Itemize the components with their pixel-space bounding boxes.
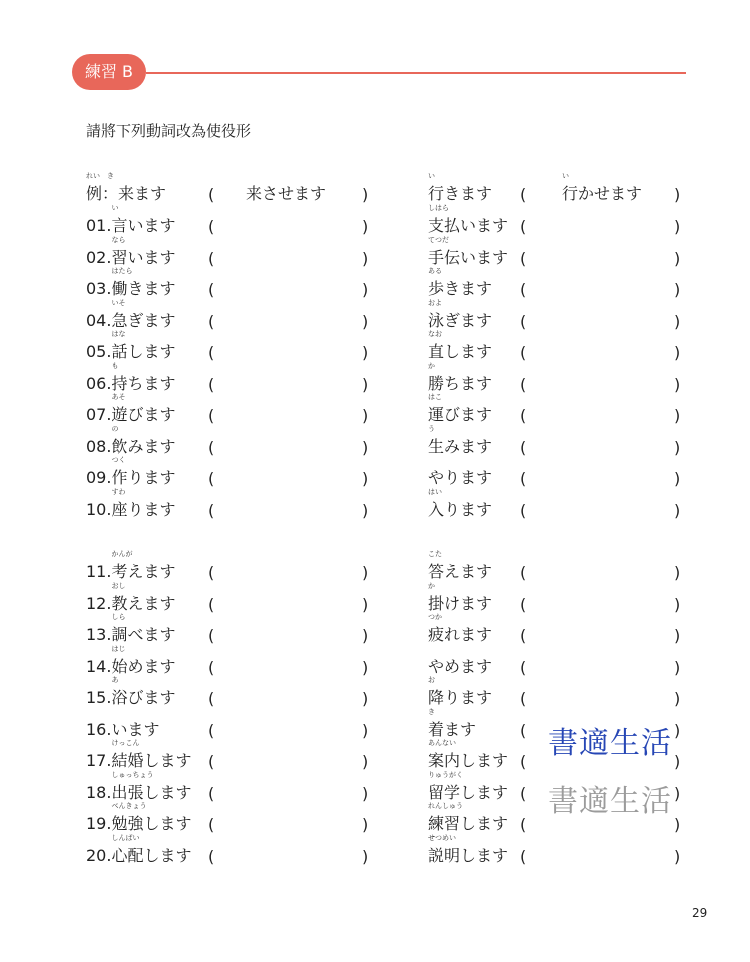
example-right-word: 行きます bbox=[428, 184, 493, 203]
verb-word bbox=[111, 267, 176, 299]
left-open-paren: ( bbox=[208, 752, 215, 771]
right-open-paren: ( bbox=[520, 217, 527, 236]
right-verb bbox=[428, 465, 492, 488]
verb-text: 教えます bbox=[111, 593, 176, 613]
item-number: 15. bbox=[86, 688, 112, 707]
right-close-paren: ) bbox=[674, 311, 681, 331]
left-verb bbox=[86, 393, 176, 425]
right-verb bbox=[428, 204, 509, 236]
left-close-paren: ) bbox=[362, 594, 369, 614]
right-close-paren: ) bbox=[674, 500, 681, 520]
left-open-paren: ( bbox=[208, 594, 215, 614]
verb-word bbox=[111, 330, 176, 362]
right-verb bbox=[428, 487, 493, 520]
furigana: れんしゅう bbox=[428, 802, 463, 810]
verb-word bbox=[428, 487, 493, 520]
verb-word bbox=[428, 550, 493, 582]
left-verb bbox=[86, 487, 176, 520]
verb-word bbox=[111, 487, 176, 520]
right-close-paren: ) bbox=[674, 783, 681, 803]
left-open-paren: ( bbox=[208, 374, 215, 394]
verb-word bbox=[428, 298, 493, 331]
watermark-blue: 書適生活 bbox=[548, 726, 672, 761]
furigana: すわ bbox=[111, 487, 126, 496]
right-close-paren: ) bbox=[674, 437, 681, 457]
right-verb bbox=[428, 654, 492, 677]
item-number: 20. bbox=[86, 845, 112, 865]
furigana: つか bbox=[428, 613, 442, 621]
verb-text: 遊びます bbox=[111, 405, 176, 424]
item-number: 14. bbox=[86, 656, 112, 676]
furigana: も bbox=[111, 361, 119, 370]
verb-text: 働きます bbox=[111, 279, 176, 298]
verb-text: 泳ぎます bbox=[428, 310, 493, 330]
furigana: はな bbox=[111, 330, 126, 338]
right-open-paren: ( bbox=[520, 594, 527, 614]
verb-text: 降ります bbox=[428, 688, 493, 707]
verb-word bbox=[111, 644, 176, 677]
right-open-paren: ( bbox=[520, 280, 527, 299]
verb-word bbox=[111, 581, 176, 614]
verb-text: 練習します bbox=[428, 814, 509, 833]
right-open-paren: ( bbox=[520, 437, 527, 457]
furigana: か bbox=[428, 361, 435, 370]
furigana: ある bbox=[428, 267, 442, 275]
example-close-paren: ) bbox=[362, 185, 369, 204]
verb-word bbox=[111, 550, 176, 582]
left-close-paren: ) bbox=[362, 248, 369, 268]
left-verb bbox=[86, 424, 176, 457]
exercise-row bbox=[86, 393, 686, 425]
left-open-paren: ( bbox=[208, 815, 215, 834]
example-left-verb bbox=[86, 172, 167, 204]
verb-text: やめます bbox=[428, 656, 493, 676]
left-open-paren: ( bbox=[208, 846, 215, 866]
verb-text: 支払います bbox=[428, 216, 509, 235]
exercise-row bbox=[86, 267, 686, 299]
exercise-row bbox=[86, 676, 686, 708]
verb-text: 持ちます bbox=[111, 373, 176, 393]
right-open-paren: ( bbox=[520, 720, 527, 740]
item-number: 18. bbox=[86, 782, 112, 802]
verb-text: 座ります bbox=[111, 499, 176, 519]
item-number: 16. bbox=[86, 719, 112, 739]
example-prefix: 例： bbox=[86, 184, 119, 203]
furigana: こた bbox=[428, 550, 442, 558]
item-number: 11. bbox=[86, 562, 112, 581]
instruction-text: 請將下列動詞改為使役形 bbox=[86, 122, 252, 140]
verb-text: 考えます bbox=[111, 562, 176, 581]
furigana: あんない bbox=[428, 739, 456, 747]
item-number: 09. bbox=[86, 468, 112, 487]
verb-word bbox=[428, 707, 477, 740]
right-close-paren: ) bbox=[674, 374, 681, 394]
verb-text: 説明します bbox=[428, 845, 509, 865]
right-open-paren: ( bbox=[520, 846, 527, 866]
furigana: つく bbox=[111, 456, 126, 464]
verb-word bbox=[428, 833, 509, 866]
right-verb bbox=[428, 298, 493, 331]
verb-word bbox=[111, 802, 192, 834]
example-right-close-paren: ) bbox=[674, 185, 681, 204]
verb-text: 勝ちます bbox=[428, 373, 493, 393]
verb-text: います bbox=[111, 719, 160, 739]
verb-word bbox=[111, 739, 192, 771]
exercise-row bbox=[86, 204, 686, 236]
furigana: しんぱい bbox=[111, 833, 140, 842]
verb-text: 着ます bbox=[428, 719, 477, 739]
verb-text: 出張します bbox=[111, 782, 192, 802]
verb-text: 浴びます bbox=[111, 688, 176, 707]
left-close-paren: ) bbox=[362, 846, 369, 866]
right-verb bbox=[428, 676, 493, 708]
left-close-paren: ) bbox=[362, 374, 369, 394]
right-verb bbox=[428, 361, 493, 394]
furigana: いそ bbox=[111, 298, 126, 307]
verb-text: 言います bbox=[111, 216, 176, 235]
left-verb bbox=[86, 739, 192, 771]
verb-word bbox=[428, 235, 509, 268]
furigana: かんが bbox=[111, 550, 133, 558]
furigana: あそ bbox=[111, 393, 126, 401]
example-row bbox=[86, 172, 686, 204]
left-open-paren: ( bbox=[208, 689, 215, 708]
example-right-furigana: い bbox=[428, 172, 435, 180]
verb-text: 歩きます bbox=[428, 279, 493, 298]
item-number: 07. bbox=[86, 405, 112, 424]
left-open-paren: ( bbox=[208, 783, 215, 803]
right-verb bbox=[428, 613, 493, 645]
right-close-paren: ) bbox=[674, 217, 681, 236]
verb-word bbox=[111, 424, 176, 457]
verb-text: 留学します bbox=[428, 782, 509, 802]
verb-text: 調べます bbox=[111, 625, 176, 644]
verb-text: 疲れます bbox=[428, 625, 493, 644]
furigana: しら bbox=[111, 613, 126, 621]
verb-text: やります bbox=[428, 468, 493, 487]
verb-word bbox=[111, 770, 192, 803]
right-open-paren: ( bbox=[520, 311, 527, 331]
left-close-paren: ) bbox=[362, 815, 369, 834]
verb-word bbox=[428, 465, 492, 488]
right-verb bbox=[428, 267, 493, 299]
verb-word bbox=[428, 204, 509, 236]
right-open-paren: ( bbox=[520, 248, 527, 268]
right-verb bbox=[428, 833, 509, 866]
exercise-row bbox=[86, 487, 686, 520]
item-number: 12. bbox=[86, 593, 112, 613]
furigana: けっこん bbox=[111, 739, 140, 747]
left-close-paren: ) bbox=[362, 752, 369, 771]
watermark-gray: 書適生活 bbox=[548, 784, 672, 819]
left-close-paren: ) bbox=[362, 783, 369, 803]
furigana: い bbox=[111, 204, 119, 212]
right-verb bbox=[428, 581, 493, 614]
item-number: 10. bbox=[86, 499, 112, 519]
left-verb bbox=[86, 456, 176, 488]
left-open-paren: ( bbox=[208, 217, 215, 236]
left-open-paren: ( bbox=[208, 280, 215, 299]
item-number: 02. bbox=[86, 247, 112, 267]
right-close-paren: ) bbox=[674, 720, 681, 740]
item-number: 19. bbox=[86, 814, 112, 833]
verb-text: 入ります bbox=[428, 499, 493, 519]
right-close-paren: ) bbox=[674, 626, 681, 645]
right-open-paren: ( bbox=[520, 469, 527, 488]
example-answer: 来させます bbox=[246, 184, 327, 203]
left-close-paren: ) bbox=[362, 437, 369, 457]
right-verb bbox=[428, 330, 493, 362]
item-number: 05. bbox=[86, 342, 112, 361]
exercise-row bbox=[86, 833, 686, 866]
furigana: う bbox=[428, 424, 435, 433]
exercise-row bbox=[86, 644, 686, 677]
section-rule bbox=[146, 72, 686, 74]
furigana: べんきょう bbox=[111, 802, 147, 810]
item-number: 01. bbox=[86, 216, 112, 235]
furigana: か bbox=[428, 581, 435, 590]
left-verb bbox=[86, 361, 176, 394]
right-close-paren: ) bbox=[674, 406, 681, 425]
left-open-paren: ( bbox=[208, 626, 215, 645]
left-close-paren: ) bbox=[362, 563, 369, 582]
item-number: 04. bbox=[86, 310, 112, 330]
verb-text: 作ります bbox=[111, 468, 176, 487]
left-open-paren: ( bbox=[208, 437, 215, 457]
left-verb bbox=[86, 717, 159, 740]
right-open-paren: ( bbox=[520, 689, 527, 708]
verb-word bbox=[428, 267, 493, 299]
left-open-paren: ( bbox=[208, 720, 215, 740]
verb-text: 飲みます bbox=[111, 436, 176, 456]
right-verb bbox=[428, 235, 509, 268]
exercise-row bbox=[86, 613, 686, 645]
furigana: はたら bbox=[111, 267, 133, 275]
left-close-paren: ) bbox=[362, 217, 369, 236]
right-open-paren: ( bbox=[520, 406, 527, 425]
left-verb bbox=[86, 235, 176, 268]
left-close-paren: ) bbox=[362, 657, 369, 677]
furigana: はじ bbox=[111, 644, 126, 653]
verb-text: 答えます bbox=[428, 562, 493, 581]
right-close-paren: ) bbox=[674, 594, 681, 614]
item-number: 03. bbox=[86, 279, 112, 298]
furigana: はい bbox=[428, 487, 442, 496]
verb-word bbox=[428, 802, 509, 834]
left-close-paren: ) bbox=[362, 469, 369, 488]
left-close-paren: ) bbox=[362, 626, 369, 645]
item-number: 08. bbox=[86, 436, 112, 456]
example-word bbox=[86, 172, 167, 204]
verb-word bbox=[111, 676, 176, 708]
left-close-paren: ) bbox=[362, 406, 369, 425]
right-verb bbox=[428, 424, 493, 457]
right-verb bbox=[428, 802, 509, 834]
example-right-answer-furigana: い bbox=[562, 172, 569, 180]
furigana: せつめい bbox=[428, 833, 456, 842]
furigana: しゅっちょう bbox=[111, 770, 154, 779]
left-verb bbox=[86, 644, 176, 677]
right-verb bbox=[428, 770, 509, 803]
right-open-paren: ( bbox=[520, 343, 527, 362]
example-right-answer-text: 行かせます bbox=[562, 184, 643, 203]
left-close-paren: ) bbox=[362, 311, 369, 331]
verb-text: 運びます bbox=[428, 405, 493, 424]
page-number: 29 bbox=[692, 906, 708, 920]
verb-word bbox=[428, 739, 509, 771]
example-verb: 来ます bbox=[118, 184, 167, 203]
exercise-row bbox=[86, 550, 686, 582]
verb-text: 心配します bbox=[111, 845, 192, 865]
left-verb bbox=[86, 550, 176, 582]
furigana: なお bbox=[428, 330, 442, 338]
left-verb bbox=[86, 833, 192, 866]
example-right-open-paren: ( bbox=[520, 185, 527, 204]
exercise-row bbox=[86, 330, 686, 362]
verb-word bbox=[428, 676, 493, 708]
verb-word bbox=[111, 298, 176, 331]
left-verb bbox=[86, 267, 176, 299]
right-open-paren: ( bbox=[520, 563, 527, 582]
right-open-paren: ( bbox=[520, 374, 527, 394]
verb-word bbox=[428, 424, 493, 457]
right-close-paren: ) bbox=[674, 563, 681, 582]
verb-word bbox=[111, 204, 176, 236]
verb-text: 急ぎます bbox=[111, 310, 176, 330]
exercise-row bbox=[86, 361, 686, 394]
furigana: お bbox=[428, 676, 435, 684]
left-open-paren: ( bbox=[208, 563, 215, 582]
exercise-row bbox=[86, 298, 686, 331]
furigana: りゅうがく bbox=[428, 770, 463, 779]
left-open-paren: ( bbox=[208, 343, 215, 362]
right-close-paren: ) bbox=[674, 343, 681, 362]
right-close-paren: ) bbox=[674, 280, 681, 299]
right-close-paren: ) bbox=[674, 752, 681, 771]
right-open-paren: ( bbox=[520, 783, 527, 803]
left-close-paren: ) bbox=[362, 280, 369, 299]
exercise-row bbox=[86, 424, 686, 457]
verb-word bbox=[111, 717, 159, 740]
item-number: 06. bbox=[86, 373, 112, 393]
left-open-paren: ( bbox=[208, 469, 215, 488]
verb-text: 案内します bbox=[428, 751, 509, 770]
example-furigana: れい き bbox=[86, 172, 114, 180]
section-badge: 練習 B bbox=[72, 54, 146, 90]
verb-word bbox=[428, 613, 493, 645]
left-verb bbox=[86, 770, 192, 803]
right-open-paren: ( bbox=[520, 752, 527, 771]
right-close-paren: ) bbox=[674, 657, 681, 677]
furigana: き bbox=[428, 707, 435, 716]
exercise-row bbox=[86, 456, 686, 488]
left-open-paren: ( bbox=[208, 406, 215, 425]
left-verb bbox=[86, 613, 176, 645]
verb-text: 始めます bbox=[111, 656, 176, 676]
verb-text: 掛けます bbox=[428, 593, 493, 613]
verb-word bbox=[428, 361, 493, 394]
item-number: 13. bbox=[86, 625, 112, 644]
furigana: しはら bbox=[428, 204, 449, 212]
verb-text: 結婚します bbox=[111, 751, 192, 770]
furigana: の bbox=[111, 424, 119, 433]
right-close-paren: ) bbox=[674, 815, 681, 834]
verb-text: 直します bbox=[428, 342, 493, 361]
verb-word bbox=[111, 393, 176, 425]
left-open-paren: ( bbox=[208, 248, 215, 268]
furigana: はこ bbox=[428, 393, 442, 401]
left-open-paren: ( bbox=[208, 500, 215, 520]
verb-text: 習います bbox=[111, 247, 176, 267]
verb-word bbox=[428, 581, 493, 614]
furigana: てつだ bbox=[428, 235, 449, 244]
left-close-paren: ) bbox=[362, 689, 369, 708]
right-open-paren: ( bbox=[520, 815, 527, 834]
verb-word bbox=[111, 235, 176, 268]
right-open-paren: ( bbox=[520, 500, 527, 520]
example-right-verb bbox=[428, 172, 493, 204]
right-verb bbox=[428, 739, 509, 771]
right-verb bbox=[428, 707, 477, 740]
item-number: 17. bbox=[86, 751, 112, 770]
left-verb bbox=[86, 330, 176, 362]
right-close-paren: ) bbox=[674, 846, 681, 866]
right-verb bbox=[428, 550, 493, 582]
left-close-paren: ) bbox=[362, 343, 369, 362]
left-close-paren: ) bbox=[362, 720, 369, 740]
right-open-paren: ( bbox=[520, 626, 527, 645]
left-verb bbox=[86, 676, 176, 708]
left-open-paren: ( bbox=[208, 657, 215, 677]
verb-text: 生みます bbox=[428, 436, 493, 456]
exercise-row bbox=[86, 235, 686, 268]
example-right-answer bbox=[562, 172, 643, 204]
verb-word bbox=[428, 330, 493, 362]
verb-word bbox=[111, 456, 176, 488]
verb-text: 手伝います bbox=[428, 247, 509, 267]
right-open-paren: ( bbox=[520, 657, 527, 677]
example-open-paren: ( bbox=[208, 185, 215, 204]
left-verb bbox=[86, 802, 192, 834]
verb-word bbox=[111, 361, 176, 394]
right-close-paren: ) bbox=[674, 689, 681, 708]
left-close-paren: ) bbox=[362, 500, 369, 520]
verb-word bbox=[111, 833, 192, 866]
furigana: おし bbox=[111, 581, 126, 590]
right-close-paren: ) bbox=[674, 248, 681, 268]
verb-word bbox=[428, 770, 509, 803]
furigana: およ bbox=[428, 298, 442, 307]
left-verb bbox=[86, 204, 176, 236]
right-verb bbox=[428, 393, 493, 425]
right-close-paren: ) bbox=[674, 469, 681, 488]
furigana: あ bbox=[111, 676, 119, 684]
furigana: なら bbox=[111, 235, 126, 244]
left-verb bbox=[86, 298, 176, 331]
verb-word bbox=[428, 393, 493, 425]
left-verb bbox=[86, 581, 176, 614]
exercise-row bbox=[86, 581, 686, 614]
verb-word bbox=[111, 613, 176, 645]
verb-word bbox=[428, 654, 492, 677]
verb-text: 話します bbox=[111, 342, 176, 361]
left-open-paren: ( bbox=[208, 311, 215, 331]
verb-text: 勉強します bbox=[111, 814, 192, 833]
